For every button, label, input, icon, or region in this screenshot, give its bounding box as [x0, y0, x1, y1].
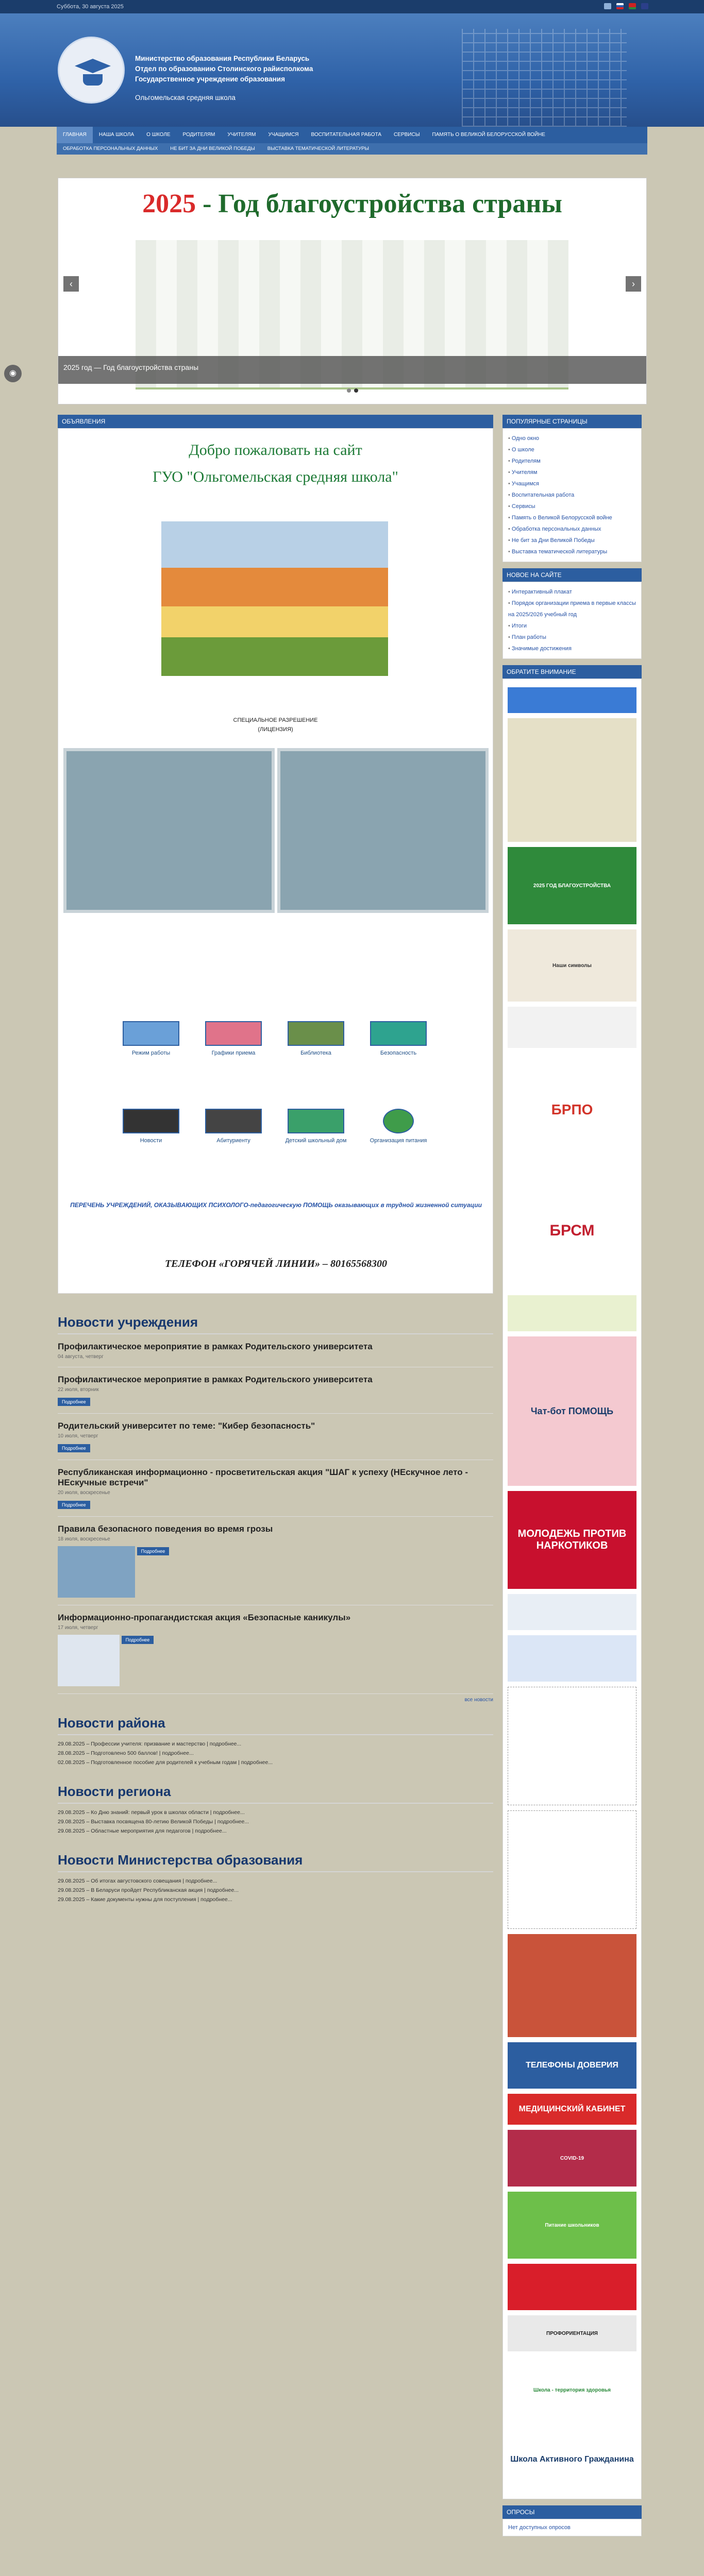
- region-news-section: [58, 1784, 493, 1840]
- banner-meals[interactable]: Питание школьников: [508, 2192, 636, 2259]
- quick-link-applicant[interactable]: Абитуриенту: [197, 1109, 270, 1144]
- nav-victory[interactable]: НЕ БИТ ЗА ДНИ ВЕЛИКОЙ ПОБЕДЫ: [170, 146, 255, 151]
- image-slider: [58, 178, 647, 404]
- banner-trust-phones[interactable]: ТЕЛЕФОНЫ ДОВЕРИЯ: [508, 2042, 636, 2089]
- quick-link-news[interactable]: Новости: [115, 1109, 187, 1144]
- sidebar-item[interactable]: • Родителям: [508, 455, 636, 467]
- nav-home[interactable]: ГЛАВНАЯ: [57, 127, 93, 143]
- sidebar-item[interactable]: • Сервисы: [508, 501, 636, 512]
- sidebar-item[interactable]: • Выставка тематической литературы: [508, 546, 636, 557]
- nav-exhibition[interactable]: ВЫСТАВКА ТЕМАТИЧЕСКОЙ ЛИТЕРАТУРЫ: [267, 146, 369, 151]
- sidebar-item[interactable]: • Порядок организации приема в первые классы на 2025/2026 учебный год: [508, 598, 636, 620]
- list-item[interactable]: 29.08.2025 – Выставка посвящена 80-летию Великой Победы | подробнее...: [58, 1819, 249, 1825]
- sidebar-item[interactable]: • Итоги: [508, 620, 636, 632]
- slider-dots[interactable]: [347, 388, 358, 393]
- banner-link[interactable]: [508, 1635, 636, 1682]
- sidebar-item[interactable]: • Значимые достижения: [508, 643, 636, 654]
- list-item[interactable]: 29.08.2025 – Об итогах августовского совещания | подробнее...: [58, 1878, 217, 1884]
- banner-medical[interactable]: МЕДИЦИНСКИЙ КАБИНЕТ: [508, 2094, 636, 2125]
- nav-memory[interactable]: ПАМЯТЬ О ВЕЛИКОЙ БЕЛОРУССКОЙ ВОЙНЕ: [432, 132, 545, 138]
- license-image-1[interactable]: [63, 748, 275, 913]
- quick-link-safety[interactable]: Безопасность: [362, 1021, 434, 1056]
- more-button[interactable]: Подробнее: [122, 1636, 154, 1644]
- secondary-nav: [57, 143, 647, 155]
- building-illustration: [462, 29, 627, 127]
- sidebar-item[interactable]: • Интерактивный плакат: [508, 586, 636, 598]
- sidebar-item[interactable]: • Обработка персональных данных: [508, 523, 636, 535]
- list-item: Правила безопасного поведения во время грозы 18 июля, воскресенье Подробнее: [58, 1517, 493, 1605]
- main-content: [58, 415, 493, 1908]
- qr-code-2[interactable]: [508, 1810, 636, 1929]
- department-title: Отдел по образованию Столинского райисполкома: [135, 65, 313, 73]
- list-item[interactable]: 29.08.2025 – Ко Дню знаний: первый урок в школах области | подробнее...: [58, 1809, 245, 1816]
- hotline-text: ТЕЛЕФОН «ГОРЯЧЕЙ ЛИНИИ» – 80165568300: [164, 1258, 388, 1269]
- list-item: Республиканская информационно - просветительская акция "ШАГ к успеху (НЕскучное лето - НЕскучные встречи" 20 июля, воскресенье Подробнее: [58, 1460, 493, 1517]
- banner-symbols[interactable]: Наши символы: [508, 929, 636, 1002]
- news-thumbnail[interactable]: [58, 1635, 120, 1686]
- banner-health-school[interactable]: Школа - территория здоровья: [508, 2357, 636, 2424]
- list-item: Профилактическое мероприятие в рамках Родительского университета 04 августа, четверг: [58, 1334, 493, 1367]
- sidebar-item[interactable]: • Не бит за Дни Великой Победы: [508, 535, 636, 546]
- announcements-panel: [58, 428, 493, 1294]
- mail-icon[interactable]: [604, 3, 611, 9]
- slide-caption: 2025 год — Год благоустройства страны: [58, 356, 646, 384]
- list-item[interactable]: 29.08.2025 – В Беларуси пройдет Республиканская акция | подробнее...: [58, 1887, 239, 1893]
- list-item: Информационно-пропагандистская акция «Безопасные каникулы» 17 июля, четверг Подробнее: [58, 1605, 493, 1694]
- attention-header: ОБРАТИТЕ ВНИМАНИЕ: [502, 665, 642, 679]
- banner-link[interactable]: [508, 1295, 636, 1331]
- more-button[interactable]: Подробнее: [58, 1398, 90, 1406]
- quick-link-children-house[interactable]: Детский школьный дом: [280, 1109, 352, 1144]
- banner-active-citizen[interactable]: Школа Активного Гражданина: [508, 2429, 636, 2490]
- nav-parents[interactable]: РОДИТЕЛЯМ: [182, 132, 215, 138]
- qr-code-1[interactable]: [508, 1687, 636, 1805]
- institution-type: Государственное учреждение образования: [135, 75, 285, 83]
- main-nav: [57, 127, 647, 143]
- accessibility-icon[interactable]: ◉: [4, 365, 22, 382]
- site-header: [0, 13, 704, 127]
- school-news-title: Новости учреждения: [58, 1314, 493, 1334]
- top-bar: [0, 0, 704, 13]
- school-news-section: [58, 1314, 493, 1703]
- polls-text: Нет доступных опросов: [502, 2519, 642, 2536]
- polls-header: ОПРОСЫ: [502, 2505, 642, 2519]
- quick-link-schedule[interactable]: Режим работы: [115, 1021, 187, 1056]
- district-news-section: [58, 1715, 493, 1771]
- flag-en-icon[interactable]: [641, 3, 648, 9]
- popular-pages-header: ПОПУЛЯРНЫЕ СТРАНИЦЫ: [502, 415, 642, 428]
- welcome-title: Добро пожаловать на сайт: [189, 442, 362, 459]
- banner-drugs[interactable]: МОЛОДЕЖЬ ПРОТИВ НАРКОТИКОВ: [508, 1491, 636, 1589]
- sidebar-item[interactable]: • Одно окно: [508, 433, 636, 444]
- sidebar-item[interactable]: • Учителям: [508, 467, 636, 478]
- psych-help-link[interactable]: ПЕРЕЧЕНЬ УЧРЕЖДЕНИЙ, ОКАЗЫВАЮЩИХ ПСИХОЛОГО-педагогическую ПОМОЩЬ оказывающих в трудной жизненной ситуации: [70, 1201, 482, 1209]
- nav-students[interactable]: УЧАЩИМСЯ: [268, 132, 299, 138]
- chevron-left-icon[interactable]: ‹: [63, 276, 79, 292]
- sidebar-item[interactable]: • Воспитательная работа: [508, 489, 636, 501]
- news-thumbnail[interactable]: [58, 1546, 135, 1598]
- nav-teachers[interactable]: УЧИТЕЛЯМ: [227, 132, 256, 138]
- sidebar: [502, 415, 642, 2536]
- list-item: Родительский университет по теме: "Кибер безопасность" 10 июля, четверг Подробнее: [58, 1414, 493, 1460]
- list-item[interactable]: 29.08.2025 – Какие документы нужны для поступления | подробнее...: [58, 1896, 232, 1903]
- quick-link-reception[interactable]: Графики приема: [197, 1021, 270, 1056]
- banner-brpo[interactable]: БРПО: [508, 1053, 636, 1166]
- list-item[interactable]: 29.08.2025 – Областные мероприятия для педагогов | подробнее...: [58, 1828, 227, 1834]
- graduation-cap-logo-icon[interactable]: [58, 37, 125, 104]
- banner-year[interactable]: 2025 ГОД БЛАГОУСТРОЙСТВА: [508, 847, 636, 924]
- quick-link-meals[interactable]: Организация питания: [362, 1109, 434, 1144]
- region-news-title: Новости региона: [58, 1784, 493, 1804]
- license-image-2[interactable]: [277, 748, 489, 913]
- more-button[interactable]: Подробнее: [58, 1501, 90, 1509]
- sidebar-item[interactable]: • Память о Великой Белорусской войне: [508, 512, 636, 523]
- banner-memorial[interactable]: [508, 1934, 636, 2037]
- list-item[interactable]: 28.08.2025 – Подготовлено 500 баллов! | подробнее...: [58, 1750, 194, 1756]
- license-label: СПЕЦИАЛЬНОЕ РАЗРЕШЕНИЕ (ЛИЦЕНЗИЯ): [233, 717, 318, 733]
- flag-by-icon[interactable]: [629, 3, 636, 9]
- current-date: Суббота, 30 августа 2025: [57, 4, 124, 10]
- nav-services[interactable]: СЕРВИСЫ: [394, 132, 420, 138]
- more-button[interactable]: Подробнее: [58, 1444, 90, 1452]
- ministry-news-title: Новости Министерства образования: [58, 1852, 493, 1872]
- banner-victory[interactable]: [508, 718, 636, 842]
- nav-education-work[interactable]: ВОСПИТАТЕЛЬНАЯ РАБОТА: [311, 132, 382, 138]
- banner-brsm[interactable]: БРСМ: [508, 1172, 636, 1290]
- slide-banner-title: 2025 - Год благоустройства страны: [142, 189, 562, 218]
- banner-psych-help[interactable]: [508, 2264, 636, 2310]
- sidebar-item[interactable]: • О школе: [508, 444, 636, 455]
- header-titles: [135, 54, 313, 103]
- sidebar-item[interactable]: • План работы: [508, 632, 636, 643]
- list-item[interactable]: 29.08.2025 – Профессии учителя: призвание и мастерство | подробнее...: [58, 1741, 242, 1747]
- district-news-title: Новости района: [58, 1715, 493, 1735]
- list-item[interactable]: 02.08.2025 – Подготовленное пособие для родителей к учебным годам | подробнее...: [58, 1759, 273, 1766]
- ministry-title: Министерство образования Республики Беларусь: [135, 55, 310, 62]
- ministry-news-section: [58, 1852, 493, 1908]
- flag-ru-icon[interactable]: [616, 3, 624, 9]
- all-news-link[interactable]: все новости: [464, 1697, 493, 1703]
- announcements-header: ОБЪЯВЛЕНИЯ: [58, 415, 493, 428]
- banner-covid[interactable]: COVID-19: [508, 2130, 636, 2187]
- nav-about[interactable]: О ШКОЛЕ: [146, 132, 171, 138]
- new-on-site-header: НОВОЕ НА САЙТЕ: [502, 568, 642, 582]
- top-icons: [604, 3, 648, 9]
- sidebar-item[interactable]: • Учащимся: [508, 478, 636, 489]
- banner-career[interactable]: ПРОФОРИЕНТАЦИЯ: [508, 2315, 636, 2351]
- banner-column: [502, 679, 642, 2499]
- banner-link[interactable]: [508, 1594, 636, 1630]
- banner-link[interactable]: [508, 687, 636, 713]
- chevron-right-icon[interactable]: ›: [626, 276, 641, 292]
- banner-info[interactable]: [508, 1007, 636, 1048]
- school-name: Ольгомельская средняя школа: [135, 94, 236, 101]
- school-photo: [161, 521, 388, 676]
- nav-personal-data[interactable]: ОБРАБОТКА ПЕРСОНАЛЬНЫХ ДАННЫХ: [63, 146, 158, 151]
- banner-chatbot[interactable]: Чат-бот ПОМОЩЬ: [508, 1336, 636, 1486]
- list-item: Профилактическое мероприятие в рамках Родительского университета 22 июля, вторник Подробнее: [58, 1367, 493, 1414]
- nav-one-window[interactable]: НАША ШКОЛА: [98, 132, 135, 138]
- quick-link-library[interactable]: Библиотека: [280, 1021, 352, 1056]
- more-button[interactable]: Подробнее: [137, 1547, 170, 1555]
- school-title: ГУО "Ольгомельская средняя школа": [153, 468, 398, 485]
